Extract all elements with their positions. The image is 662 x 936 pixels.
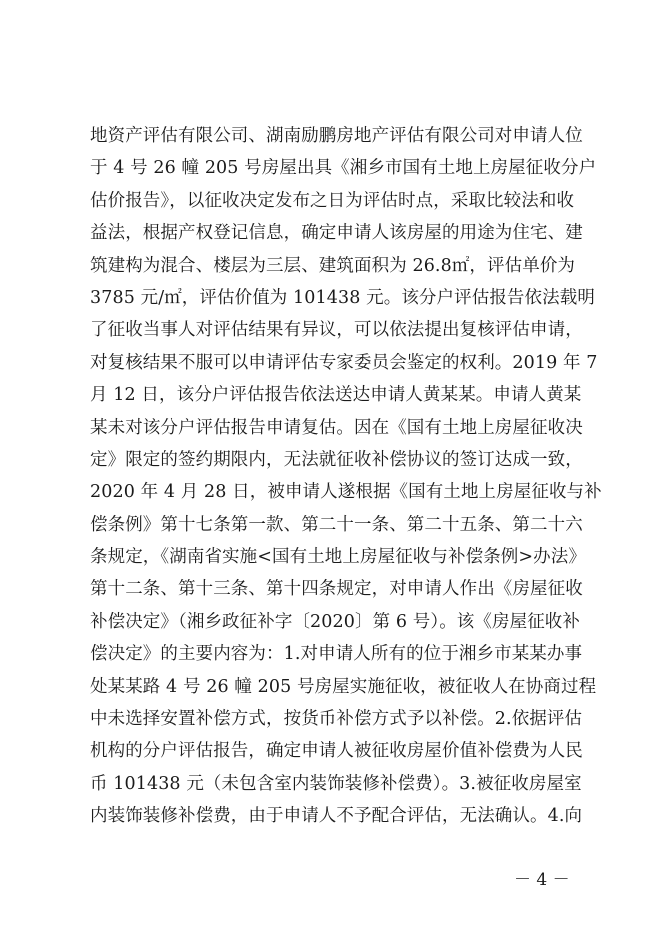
text-line: 3785 元/㎡，评估价值为 101438 元。该分户评估报告依法载明: [90, 287, 595, 308]
text-line: 了征收当事人对评估结果有异议，可以依法提出复核评估申请，: [90, 320, 583, 341]
text-line: 币 101438 元（未包含室内装饰装修补偿费）。3.被征收房屋室: [90, 773, 582, 794]
body-paragraph: [90, 120, 602, 833]
text-line: 对复核结果不服可以申请评估专家委员会鉴定的权利。2019 年 7: [90, 352, 598, 373]
text-line: 中未选择安置补偿方式，按货币补偿方式予以补偿。2.依据评估: [90, 709, 583, 730]
text-line: 2020 年 4 月 28 日，被申请人遂根据《国有土地上房屋征收与补: [90, 482, 602, 503]
text-line: 第十二条、第十三条、第十四条规定，对申请人作出《房屋征收: [90, 579, 583, 600]
text-line: 于 4 号 26 幢 205 号房屋出具《湘乡市国有土地上房屋征收分户: [90, 158, 597, 179]
page-number: － 4 －: [514, 870, 570, 890]
text-line: 定》限定的签约期限内，无法就征收补偿协议的签订达成一致，: [90, 449, 583, 470]
text-line: 条规定，《湖南省实施<国有土地上房屋征收与补偿条例>办法》: [90, 547, 586, 568]
text-line: 偿决定》的主要内容为：1.对申请人所有的位于湘乡市某某办事: [90, 644, 583, 665]
text-line: 某未对该分户评估报告申请复估。因在《国有土地上房屋征收决: [90, 417, 583, 438]
text-line: 补偿决定》（湘乡政征补字〔2020〕第 6 号）。该《房屋征收补: [90, 611, 580, 632]
text-line: 月 12 日，该分户评估报告依法送达申请人黄某某。申请人黄某: [90, 385, 582, 406]
text-line: 内装饰装修补偿费，由于申请人不予配合评估，无法确认。4.向: [90, 806, 583, 827]
text-line: 机构的分户评估报告，确定申请人被征收房屋价值补偿费为人民: [90, 741, 583, 762]
text-line: 筑建构为混合、楼层为三层、建筑面积为 26.8㎡，评估单价为: [90, 255, 576, 276]
text-line: 偿条例》第十七条第一款、第二十一条、第二十五条、第二十六: [90, 514, 583, 535]
text-line: 估价报告》，以征收决定发布之日为评估时点，采取比较法和收: [90, 190, 575, 211]
text-line: 地资产评估有限公司、湖南励鹏房地产评估有限公司对申请人位: [90, 126, 583, 146]
text-line: 处某某路 4 号 26 幢 205 号房屋实施征收，被征收人在协商过程: [90, 676, 597, 697]
text-line: 益法，根据产权登记信息，确定申请人该房屋的用途为住宅、建: [90, 223, 583, 244]
